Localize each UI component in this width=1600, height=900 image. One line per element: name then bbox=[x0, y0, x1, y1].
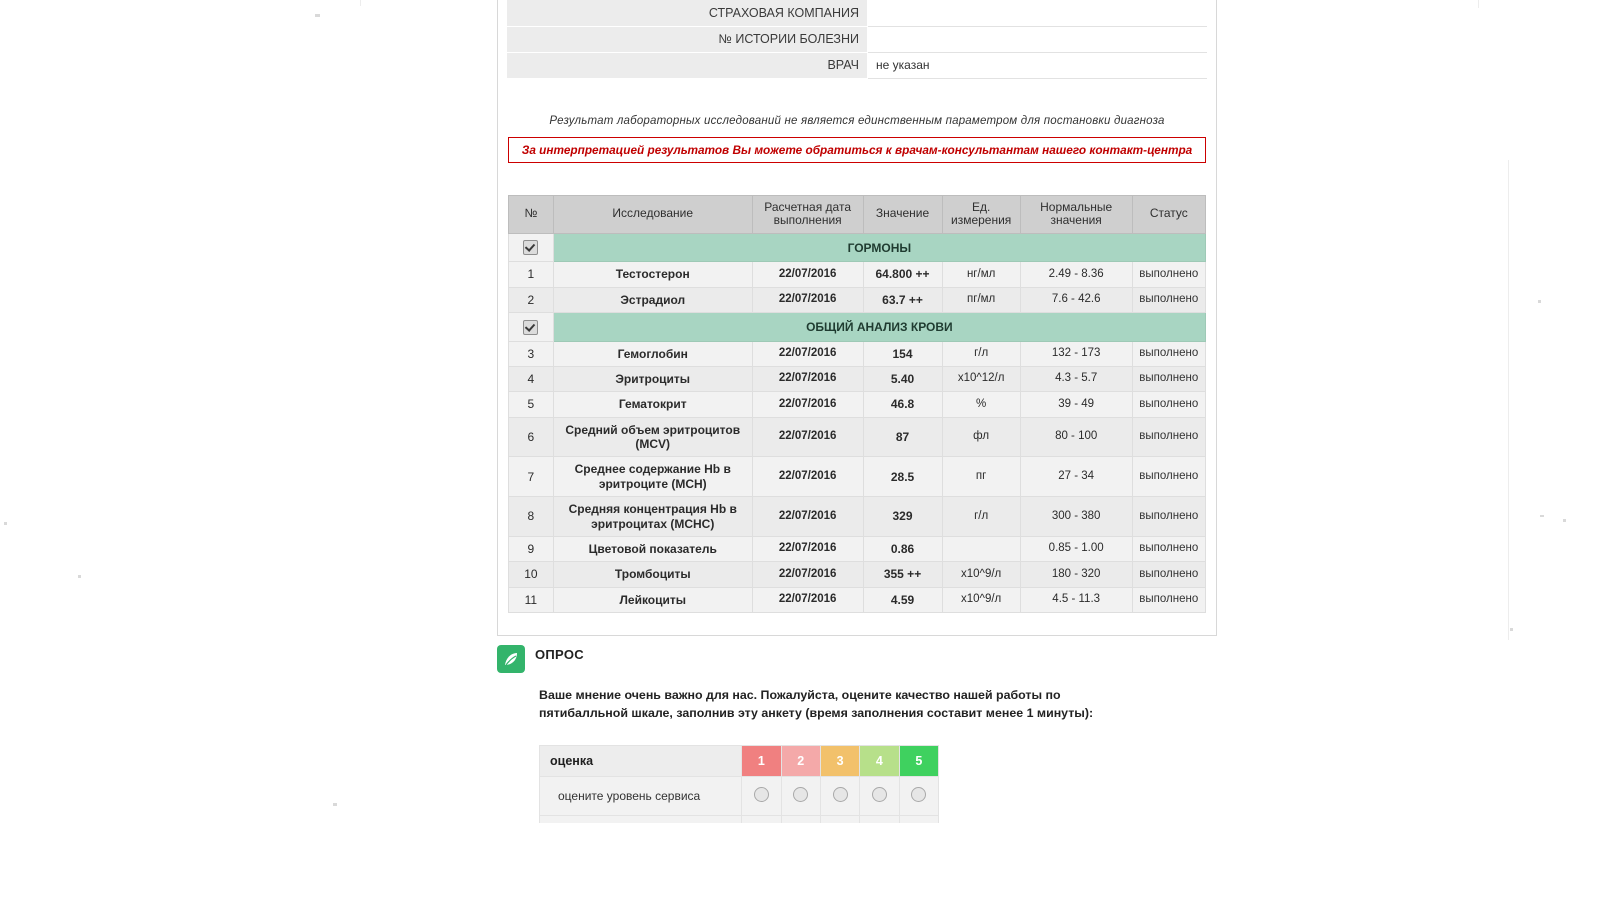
row-number: 6 bbox=[509, 417, 554, 457]
info-value-case-number bbox=[868, 26, 1208, 52]
row-unit: г/л bbox=[942, 497, 1020, 537]
survey-next-row-partial bbox=[540, 815, 939, 823]
group-title-blood-test: ОБЩИЙ АНАЛИЗ КРОВИ bbox=[553, 313, 1205, 341]
survey-header bbox=[497, 641, 1217, 673]
row-norm: 2.49 - 8.36 bbox=[1020, 262, 1132, 287]
row-status: выполнено bbox=[1132, 392, 1205, 417]
col-header-status: Статус bbox=[1132, 195, 1205, 234]
row-unit: фл bbox=[942, 417, 1020, 457]
row-number: 1 bbox=[509, 262, 554, 287]
col-header-study: Исследование bbox=[553, 195, 752, 234]
row-study-name: Цветовой показатель bbox=[553, 537, 752, 562]
info-value-insurance bbox=[868, 0, 1208, 26]
group-checkbox-cell-blood-test[interactable] bbox=[509, 313, 554, 341]
table-header-row bbox=[509, 195, 1206, 234]
row-norm: 4.3 - 5.7 bbox=[1020, 366, 1132, 391]
row-date: 22/07/2016 bbox=[752, 417, 863, 457]
scan-artifact bbox=[315, 14, 320, 17]
row-date: 22/07/2016 bbox=[752, 392, 863, 417]
checkbox-icon[interactable] bbox=[523, 240, 538, 255]
row-study-name: Гемоглобин bbox=[553, 341, 752, 366]
radio-icon[interactable] bbox=[872, 787, 887, 802]
survey-partial-cell bbox=[742, 815, 781, 823]
row-value: 329 bbox=[863, 497, 942, 537]
row-study-name: Гематокрит bbox=[553, 392, 752, 417]
row-value: 63.7 ++ bbox=[863, 287, 942, 312]
radio-icon[interactable] bbox=[911, 787, 926, 802]
row-date: 22/07/2016 bbox=[752, 457, 863, 497]
radio-icon[interactable] bbox=[793, 787, 808, 802]
row-norm: 27 - 34 bbox=[1020, 457, 1132, 497]
survey-partial-cell bbox=[781, 815, 820, 823]
row-date: 22/07/2016 bbox=[752, 497, 863, 537]
row-value: 28.5 bbox=[863, 457, 942, 497]
table-row bbox=[509, 562, 1206, 587]
group-title-hormones: ГОРМОНЫ bbox=[553, 234, 1205, 262]
row-norm: 300 - 380 bbox=[1020, 497, 1132, 537]
survey-intro-text: Ваше мнение очень важно для нас. Пожалуйста, оцените качество нашей работы по пятибалльной шкале, заполнив эту анкету (время заполнения составит менее 1 минуты): bbox=[539, 688, 1094, 720]
row-date: 22/07/2016 bbox=[752, 562, 863, 587]
col-header-date: Расчетная дата выполнения bbox=[752, 195, 863, 234]
row-unit: х10^12/л bbox=[942, 366, 1020, 391]
row-number: 7 bbox=[509, 457, 554, 497]
info-label-case-number: № ИСТОРИИ БОЛЕЗНИ bbox=[507, 26, 868, 52]
table-row bbox=[509, 366, 1206, 391]
survey-partial-cell bbox=[820, 815, 859, 823]
survey-radio-cell-2[interactable] bbox=[781, 776, 820, 815]
row-study-name: Лейкоциты bbox=[553, 587, 752, 612]
row-status: выполнено bbox=[1132, 417, 1205, 457]
row-value: 46.8 bbox=[863, 392, 942, 417]
radio-icon[interactable] bbox=[833, 787, 848, 802]
row-unit: % bbox=[942, 392, 1020, 417]
table-row bbox=[509, 341, 1206, 366]
scan-artifact bbox=[1478, 0, 1479, 8]
score-header-2[interactable]: 2 bbox=[781, 745, 820, 776]
scan-artifact bbox=[1563, 519, 1566, 522]
group-row-blood-test bbox=[509, 313, 1206, 341]
score-header-3[interactable]: 3 bbox=[820, 745, 859, 776]
row-status: выполнено bbox=[1132, 537, 1205, 562]
row-value: 64.800 ++ bbox=[863, 262, 942, 287]
row-study-name: Тестостерон bbox=[553, 262, 752, 287]
survey-question-label: оцените уровень сервиса bbox=[540, 776, 742, 815]
consultation-warning-box: За интерпретацией результатов Вы можете обратиться к врачам-консультантам нашего контакт-центра bbox=[508, 137, 1206, 163]
scan-artifact bbox=[78, 575, 81, 578]
row-number: 8 bbox=[509, 497, 554, 537]
col-header-norm: Нормальные значения bbox=[1020, 195, 1132, 234]
row-norm: 180 - 320 bbox=[1020, 562, 1132, 587]
info-label-doctor: ВРАЧ bbox=[507, 52, 868, 78]
survey-partial-cell bbox=[899, 815, 938, 823]
row-date: 22/07/2016 bbox=[752, 537, 863, 562]
row-date: 22/07/2016 bbox=[752, 262, 863, 287]
row-study-name: Средняя концентрация Hb в эритроцитах (MCHC) bbox=[553, 497, 752, 537]
row-date: 22/07/2016 bbox=[752, 587, 863, 612]
row-status: выполнено bbox=[1132, 587, 1205, 612]
row-value: 5.40 bbox=[863, 366, 942, 391]
row-value: 87 bbox=[863, 417, 942, 457]
survey-rating-header: оценка bbox=[540, 745, 742, 776]
info-value-doctor: не указан bbox=[868, 52, 1208, 78]
row-date: 22/07/2016 bbox=[752, 287, 863, 312]
row-status: выполнено bbox=[1132, 341, 1205, 366]
row-status: выполнено bbox=[1132, 457, 1205, 497]
group-checkbox-cell-hormones[interactable] bbox=[509, 234, 554, 262]
row-unit: пг bbox=[942, 457, 1020, 497]
score-header-5[interactable]: 5 bbox=[899, 745, 938, 776]
row-study-name: Средний объем эритроцитов (MCV) bbox=[553, 417, 752, 457]
row-number: 2 bbox=[509, 287, 554, 312]
survey-radio-cell-1[interactable] bbox=[742, 776, 781, 815]
row-number: 9 bbox=[509, 537, 554, 562]
score-header-1[interactable]: 1 bbox=[742, 745, 781, 776]
survey-radio-cell-4[interactable] bbox=[860, 776, 899, 815]
scan-artifact bbox=[360, 0, 361, 6]
info-label-insurance: СТРАХОВАЯ КОМПАНИЯ bbox=[507, 0, 868, 26]
table-header-row bbox=[540, 745, 939, 776]
row-unit: г/л bbox=[942, 341, 1020, 366]
table-row bbox=[507, 26, 1207, 52]
row-study-name: Среднее содержание Hb в эритроците (MCH) bbox=[553, 457, 752, 497]
row-unit: х10^9/л bbox=[942, 562, 1020, 587]
row-norm: 80 - 100 bbox=[1020, 417, 1132, 457]
col-header-value: Значение bbox=[863, 195, 942, 234]
row-date: 22/07/2016 bbox=[752, 341, 863, 366]
row-value: 0.86 bbox=[863, 537, 942, 562]
table-row bbox=[507, 52, 1207, 78]
scan-artifact bbox=[1540, 515, 1544, 517]
score-header-4[interactable]: 4 bbox=[860, 745, 899, 776]
row-number: 3 bbox=[509, 341, 554, 366]
table-row bbox=[509, 457, 1206, 497]
survey-radio-cell-3[interactable] bbox=[820, 776, 859, 815]
table-row bbox=[509, 262, 1206, 287]
lab-results-table bbox=[508, 195, 1206, 614]
survey-radio-cell-5[interactable] bbox=[899, 776, 938, 815]
table-row bbox=[509, 587, 1206, 612]
table-row bbox=[509, 417, 1206, 457]
col-header-number: № bbox=[509, 195, 554, 234]
row-status: выполнено bbox=[1132, 497, 1205, 537]
row-norm: 39 - 49 bbox=[1020, 392, 1132, 417]
scan-artifact bbox=[1508, 160, 1509, 640]
row-study-name: Эритроциты bbox=[553, 366, 752, 391]
survey-rating-table bbox=[539, 745, 939, 823]
leaf-icon bbox=[497, 645, 525, 673]
survey-section bbox=[497, 641, 1217, 823]
row-value: 154 bbox=[863, 341, 942, 366]
row-status: выполнено bbox=[1132, 366, 1205, 391]
row-norm: 132 - 173 bbox=[1020, 341, 1132, 366]
group-row-hormones bbox=[509, 234, 1206, 262]
row-norm: 7.6 - 42.6 bbox=[1020, 287, 1132, 312]
row-date: 22/07/2016 bbox=[752, 366, 863, 391]
survey-partial-cell bbox=[540, 815, 742, 823]
survey-partial-cell bbox=[860, 815, 899, 823]
row-number: 5 bbox=[509, 392, 554, 417]
table-row bbox=[509, 497, 1206, 537]
survey-title: ОПРОС bbox=[535, 647, 584, 662]
scan-artifact bbox=[4, 522, 7, 525]
row-unit: нг/мл bbox=[942, 262, 1020, 287]
row-value: 355 ++ bbox=[863, 562, 942, 587]
table-row bbox=[509, 392, 1206, 417]
survey-question-row bbox=[540, 776, 939, 815]
table-row bbox=[507, 0, 1207, 26]
row-unit bbox=[942, 537, 1020, 562]
scan-artifact bbox=[1538, 300, 1541, 303]
row-number: 11 bbox=[509, 587, 554, 612]
table-row bbox=[509, 287, 1206, 312]
row-value: 4.59 bbox=[863, 587, 942, 612]
row-study-name: Эстрадиол bbox=[553, 287, 752, 312]
col-header-unit: Ед. измерения bbox=[942, 195, 1020, 234]
row-status: выполнено bbox=[1132, 562, 1205, 587]
row-status: выполнено bbox=[1132, 262, 1205, 287]
row-unit: пг/мл bbox=[942, 287, 1020, 312]
row-unit: х10^9/л bbox=[942, 587, 1020, 612]
row-study-name: Тромбоциты bbox=[553, 562, 752, 587]
row-norm: 0.85 - 1.00 bbox=[1020, 537, 1132, 562]
scan-artifact bbox=[333, 803, 337, 806]
patient-info-table bbox=[507, 0, 1207, 79]
row-number: 4 bbox=[509, 366, 554, 391]
row-status: выполнено bbox=[1132, 287, 1205, 312]
scan-artifact bbox=[1510, 628, 1513, 631]
lab-disclaimer-text: Результат лабораторных исследований не является единственным параметром для постановки диагноза bbox=[549, 114, 1165, 127]
report-document bbox=[497, 0, 1217, 636]
table-row bbox=[509, 537, 1206, 562]
row-number: 10 bbox=[509, 562, 554, 587]
radio-icon[interactable] bbox=[754, 787, 769, 802]
checkbox-icon[interactable] bbox=[523, 320, 538, 335]
row-norm: 4.5 - 11.3 bbox=[1020, 587, 1132, 612]
